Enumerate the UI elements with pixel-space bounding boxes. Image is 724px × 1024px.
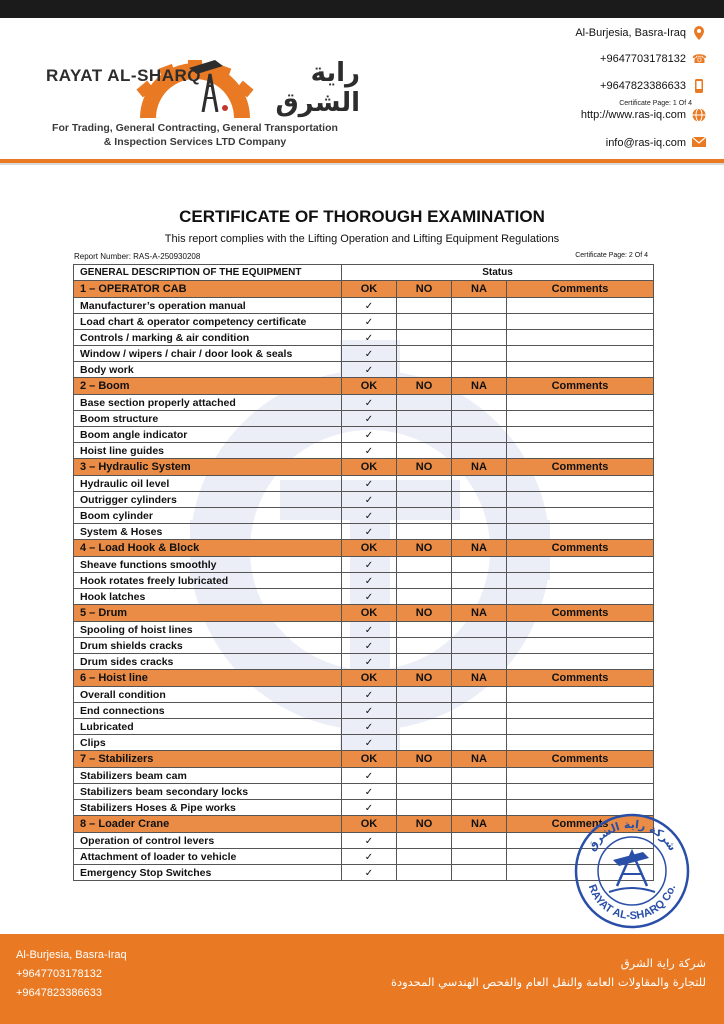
comments-cell: [507, 735, 654, 751]
na-cell: [452, 492, 507, 508]
comments-cell: [507, 346, 654, 362]
no-cell: [397, 524, 452, 540]
item-label: Hydraulic oil level: [74, 476, 342, 492]
check-mark-icon: ✓: [364, 413, 374, 425]
table-row: [74, 800, 654, 816]
ok-cell: [342, 330, 397, 346]
check-mark-icon: ✓: [364, 851, 374, 863]
table-row: [74, 427, 654, 443]
email-text[interactable]: info@ras-iq.com: [605, 137, 686, 149]
check-mark-icon: ✓: [364, 705, 374, 717]
ok-cell: [342, 395, 397, 411]
comments-cell: [507, 622, 654, 638]
na-cell: [452, 654, 507, 670]
no-cell: [397, 492, 452, 508]
section-header-row: [74, 281, 654, 298]
na-cell: [452, 703, 507, 719]
footer-contact: [16, 946, 127, 1003]
ok-cell: [342, 573, 397, 589]
table-row: [74, 330, 654, 346]
na-column-header: NA: [452, 378, 507, 395]
no-cell: [397, 476, 452, 492]
item-label: Drum shields cracks: [74, 638, 342, 654]
footer-phone-1: +9647703178132: [16, 968, 102, 980]
section-title: 6 – Hoist line: [74, 670, 342, 687]
na-cell: [452, 557, 507, 573]
na-cell: [452, 849, 507, 865]
na-cell: [452, 833, 507, 849]
comments-column-header: Comments: [507, 670, 654, 687]
na-column-header: NA: [452, 816, 507, 833]
check-mark-icon: ✓: [364, 300, 374, 312]
inspection-table: [73, 264, 654, 881]
na-cell: [452, 768, 507, 784]
table-row: [74, 719, 654, 735]
ok-cell: [342, 800, 397, 816]
comments-cell: [507, 719, 654, 735]
item-label: Hook latches: [74, 589, 342, 605]
tagline-line-1: For Trading, General Contracting, General Transportation: [52, 122, 338, 134]
ok-column-header: OK: [342, 378, 397, 395]
na-cell: [452, 314, 507, 330]
ok-cell: [342, 638, 397, 654]
check-mark-icon: ✓: [364, 835, 374, 847]
ok-cell: [342, 784, 397, 800]
na-cell: [452, 411, 507, 427]
no-cell: [397, 508, 452, 524]
contact-phone-2: [600, 79, 706, 93]
no-cell: [397, 443, 452, 459]
check-mark-icon: ✓: [364, 364, 374, 376]
stamp-text-en: RAYAT AL-SHARQ Co.: [585, 882, 679, 923]
comments-cell: [507, 395, 654, 411]
ok-cell: [342, 298, 397, 314]
no-cell: [397, 703, 452, 719]
table-row: [74, 443, 654, 459]
item-label: Attachment of loader to vehicle: [74, 849, 342, 865]
check-mark-icon: ✓: [364, 332, 374, 344]
phone-2-text: +9647823386633: [600, 80, 686, 92]
ok-cell: [342, 557, 397, 573]
comments-column-header: Comments: [507, 459, 654, 476]
comments-cell: [507, 508, 654, 524]
section-header-row: [74, 459, 654, 476]
table-row: [74, 687, 654, 703]
comments-cell: [507, 687, 654, 703]
section-title: 8 – Loader Crane: [74, 816, 342, 833]
no-cell: [397, 768, 452, 784]
na-cell: [452, 622, 507, 638]
no-cell: [397, 800, 452, 816]
table-header-row: [74, 265, 654, 281]
page-footer: [0, 934, 724, 1024]
contact-email: [606, 136, 706, 150]
no-cell: [397, 314, 452, 330]
ok-cell: [342, 768, 397, 784]
comments-cell: [507, 784, 654, 800]
no-cell: [397, 557, 452, 573]
ok-cell: [342, 833, 397, 849]
na-cell: [452, 573, 507, 589]
check-mark-icon: ✓: [364, 721, 374, 733]
ok-column-header: OK: [342, 670, 397, 687]
contact-address: [575, 26, 706, 40]
comments-column-header: Comments: [507, 816, 654, 833]
website-text[interactable]: http://www.ras-iq.com: [580, 109, 686, 121]
tagline-line-2: & Inspection Services LTD Company: [103, 136, 287, 148]
table-row: [74, 638, 654, 654]
check-mark-icon: ✓: [364, 478, 374, 490]
no-cell: [397, 833, 452, 849]
table-row: [74, 589, 654, 605]
na-cell: [452, 298, 507, 314]
na-cell: [452, 395, 507, 411]
check-mark-icon: ✓: [364, 737, 374, 749]
item-label: Controls / marking & air condition: [74, 330, 342, 346]
ok-cell: [342, 589, 397, 605]
company-name-ar: راية الشرق: [275, 58, 360, 118]
no-cell: [397, 362, 452, 378]
na-column-header: NA: [452, 751, 507, 768]
section-header-row: [74, 540, 654, 557]
document-title: CERTIFICATE OF THOROUGH EXAMINATION: [179, 207, 545, 226]
footer-company-ar: شركة راية الشرق: [620, 956, 706, 970]
comments-column-header: Comments: [507, 751, 654, 768]
na-cell: [452, 346, 507, 362]
item-label: Emergency Stop Switches: [74, 865, 342, 881]
envelope-icon: [692, 136, 706, 150]
contact-phone-1: [600, 52, 706, 66]
check-mark-icon: ✓: [364, 494, 374, 506]
table-row: [74, 492, 654, 508]
item-label: Stabilizers beam cam: [74, 768, 342, 784]
footer-address: Al-Burjesia, Basra-Iraq: [16, 949, 127, 961]
na-cell: [452, 865, 507, 881]
ok-cell: [342, 411, 397, 427]
na-cell: [452, 524, 507, 540]
na-cell: [452, 427, 507, 443]
comments-cell: [507, 589, 654, 605]
footer-phone-2: +9647823386633: [16, 987, 102, 999]
no-cell: [397, 427, 452, 443]
no-cell: [397, 784, 452, 800]
table-row: [74, 573, 654, 589]
no-column-header: NO: [397, 751, 452, 768]
telephone-icon: ☎: [692, 52, 707, 66]
table-row: [74, 833, 654, 849]
check-mark-icon: ✓: [364, 559, 374, 571]
na-cell: [452, 800, 507, 816]
item-label: System & Hoses: [74, 524, 342, 540]
table-row: [74, 703, 654, 719]
ok-column-header: OK: [342, 816, 397, 833]
comments-cell: [507, 768, 654, 784]
item-label: Lubricated: [74, 719, 342, 735]
table-row: [74, 298, 654, 314]
item-label: Sheave functions smoothly: [74, 557, 342, 573]
ok-cell: [342, 314, 397, 330]
comments-cell: [507, 476, 654, 492]
address-text: Al-Burjesia, Basra-Iraq: [575, 27, 686, 39]
ok-cell: [342, 443, 397, 459]
section-header-row: [74, 751, 654, 768]
no-column-header: NO: [397, 281, 452, 298]
check-mark-icon: ✓: [364, 348, 374, 360]
comments-cell: [507, 298, 654, 314]
no-cell: [397, 849, 452, 865]
no-cell: [397, 638, 452, 654]
item-label: Outrigger cylinders: [74, 492, 342, 508]
company-logo: [20, 26, 360, 118]
item-label: Stabilizers Hoses & Pipe works: [74, 800, 342, 816]
section-header-row: [74, 670, 654, 687]
table-row: [74, 654, 654, 670]
comments-cell: [507, 703, 654, 719]
header-divider-shadow: [0, 163, 724, 165]
cert-page-top: Certificate Page: 1 Of 4: [619, 100, 692, 107]
no-column-header: NO: [397, 605, 452, 622]
item-label: Clips: [74, 735, 342, 751]
check-mark-icon: ✓: [364, 510, 374, 522]
no-cell: [397, 330, 452, 346]
item-label: End connections: [74, 703, 342, 719]
check-mark-icon: ✓: [364, 445, 374, 457]
ok-cell: [342, 654, 397, 670]
na-cell: [452, 784, 507, 800]
ok-column-header: OK: [342, 751, 397, 768]
check-mark-icon: ✓: [364, 802, 374, 814]
item-label: Boom angle indicator: [74, 427, 342, 443]
check-mark-icon: ✓: [364, 656, 374, 668]
no-cell: [397, 298, 452, 314]
table-row: [74, 557, 654, 573]
no-cell: [397, 411, 452, 427]
table-row: [74, 865, 654, 881]
no-cell: [397, 719, 452, 735]
ok-cell: [342, 524, 397, 540]
no-cell: [397, 622, 452, 638]
item-label: Window / wipers / chair / door look & seals: [74, 346, 342, 362]
table-row: [74, 411, 654, 427]
na-cell: [452, 735, 507, 751]
section-title: 5 – Drum: [74, 605, 342, 622]
item-label: Hoist line guides: [74, 443, 342, 459]
check-mark-icon: ✓: [364, 770, 374, 782]
phone-1-text: +9647703178132: [600, 53, 686, 65]
check-mark-icon: ✓: [364, 526, 374, 538]
na-cell: [452, 589, 507, 605]
table-row: [74, 314, 654, 330]
na-cell: [452, 476, 507, 492]
item-label: Base section properly attached: [74, 395, 342, 411]
section-title: 7 – Stabilizers: [74, 751, 342, 768]
na-cell: [452, 443, 507, 459]
status-header: Status: [342, 265, 654, 281]
ok-cell: [342, 508, 397, 524]
table-row: [74, 362, 654, 378]
table-row: [74, 849, 654, 865]
section-title: 4 – Load Hook & Block: [74, 540, 342, 557]
ok-column-header: OK: [342, 540, 397, 557]
comments-cell: [507, 427, 654, 443]
check-mark-icon: ✓: [364, 397, 374, 409]
table-row: [74, 768, 654, 784]
check-mark-icon: ✓: [364, 575, 374, 587]
no-column-header: NO: [397, 540, 452, 557]
table-row: [74, 346, 654, 362]
item-label: Overall condition: [74, 687, 342, 703]
no-column-header: NO: [397, 816, 452, 833]
check-mark-icon: ✓: [364, 429, 374, 441]
contact-website: [581, 108, 706, 122]
comments-cell: [507, 524, 654, 540]
ok-cell: [342, 362, 397, 378]
no-column-header: NO: [397, 459, 452, 476]
table-row: [74, 395, 654, 411]
comments-column-header: Comments: [507, 378, 654, 395]
comments-cell: [507, 557, 654, 573]
comments-cell: [507, 330, 654, 346]
item-label: Spooling of hoist lines: [74, 622, 342, 638]
stamp-text-ar: شركة راية الشرق: [584, 817, 680, 854]
top-bar: [0, 0, 724, 18]
comments-column-header: Comments: [507, 281, 654, 298]
item-label: Operation of control levers: [74, 833, 342, 849]
no-cell: [397, 589, 452, 605]
comments-cell: [507, 654, 654, 670]
comments-cell: [507, 638, 654, 654]
mobile-phone-icon: [692, 79, 706, 93]
ok-cell: [342, 476, 397, 492]
na-cell: [452, 719, 507, 735]
location-pin-icon: [692, 26, 706, 40]
section-title: 2 – Boom: [74, 378, 342, 395]
check-mark-icon: ✓: [364, 786, 374, 798]
check-mark-icon: ✓: [364, 316, 374, 328]
item-label: Drum sides cracks: [74, 654, 342, 670]
general-description-header: GENERAL DESCRIPTION OF THE EQUIPMENT: [74, 265, 342, 281]
na-column-header: NA: [452, 281, 507, 298]
na-cell: [452, 362, 507, 378]
comments-cell: [507, 314, 654, 330]
item-label: Hook rotates freely lubricated: [74, 573, 342, 589]
ok-cell: [342, 346, 397, 362]
ok-column-header: OK: [342, 281, 397, 298]
no-cell: [397, 654, 452, 670]
section-header-row: [74, 605, 654, 622]
no-column-header: NO: [397, 378, 452, 395]
section-title: 1 – OPERATOR CAB: [74, 281, 342, 298]
table-row: [74, 784, 654, 800]
comments-column-header: Comments: [507, 540, 654, 557]
ok-cell: [342, 687, 397, 703]
no-cell: [397, 395, 452, 411]
footer-tagline-ar: للتجارة والمقاولات العامة والنقل العام والفحص الهندسي المحدودة: [390, 975, 706, 989]
comments-cell: [507, 573, 654, 589]
comments-cell: [507, 411, 654, 427]
na-cell: [452, 638, 507, 654]
certificate-page: Certificate Page: 2 Of 4: [575, 252, 648, 259]
report-number: Report Number: RAS-A-250930208: [74, 252, 201, 261]
check-mark-icon: ✓: [364, 624, 374, 636]
ok-cell: [342, 865, 397, 881]
no-cell: [397, 735, 452, 751]
company-stamp: [573, 812, 691, 930]
svg-text:شركة راية الشرق: [585, 818, 679, 853]
company-name-en: RAYAT AL-SHARQ: [46, 66, 201, 85]
section-title: 3 – Hydraulic System: [74, 459, 342, 476]
table-row: [74, 508, 654, 524]
na-column-header: NA: [452, 540, 507, 557]
table-row: [74, 476, 654, 492]
na-cell: [452, 330, 507, 346]
check-mark-icon: ✓: [364, 689, 374, 701]
na-cell: [452, 687, 507, 703]
section-header-row: [74, 378, 654, 395]
item-label: Stabilizers beam secondary locks: [74, 784, 342, 800]
ok-cell: [342, 703, 397, 719]
comments-cell: [507, 362, 654, 378]
table-row: [74, 735, 654, 751]
company-tagline: [30, 121, 360, 149]
ok-cell: [342, 622, 397, 638]
no-column-header: NO: [397, 670, 452, 687]
comments-cell: [507, 443, 654, 459]
item-label: Boom cylinder: [74, 508, 342, 524]
section-header-row: [74, 816, 654, 833]
comments-cell: [507, 492, 654, 508]
no-cell: [397, 687, 452, 703]
ok-cell: [342, 492, 397, 508]
footer-arabic: [391, 954, 706, 992]
comments-column-header: Comments: [507, 605, 654, 622]
no-cell: [397, 573, 452, 589]
ok-column-header: OK: [342, 459, 397, 476]
na-column-header: NA: [452, 670, 507, 687]
item-label: Manufacturer’s operation manual: [74, 298, 342, 314]
na-column-header: NA: [452, 459, 507, 476]
ok-cell: [342, 427, 397, 443]
na-cell: [452, 508, 507, 524]
ok-cell: [342, 719, 397, 735]
globe-icon: [692, 108, 706, 122]
no-cell: [397, 346, 452, 362]
table-row: [74, 524, 654, 540]
na-column-header: NA: [452, 605, 507, 622]
item-label: Load chart & operator competency certificate: [74, 314, 342, 330]
check-mark-icon: ✓: [364, 591, 374, 603]
item-label: Boom structure: [74, 411, 342, 427]
table-row: [74, 622, 654, 638]
document-subtitle: This report complies with the Lifting Operation and Lifting Equipment Regulations: [164, 233, 560, 245]
no-cell: [397, 865, 452, 881]
check-mark-icon: ✓: [364, 640, 374, 652]
check-mark-icon: ✓: [364, 867, 374, 879]
ok-column-header: OK: [342, 605, 397, 622]
ok-cell: [342, 735, 397, 751]
item-label: Body work: [74, 362, 342, 378]
ok-cell: [342, 849, 397, 865]
